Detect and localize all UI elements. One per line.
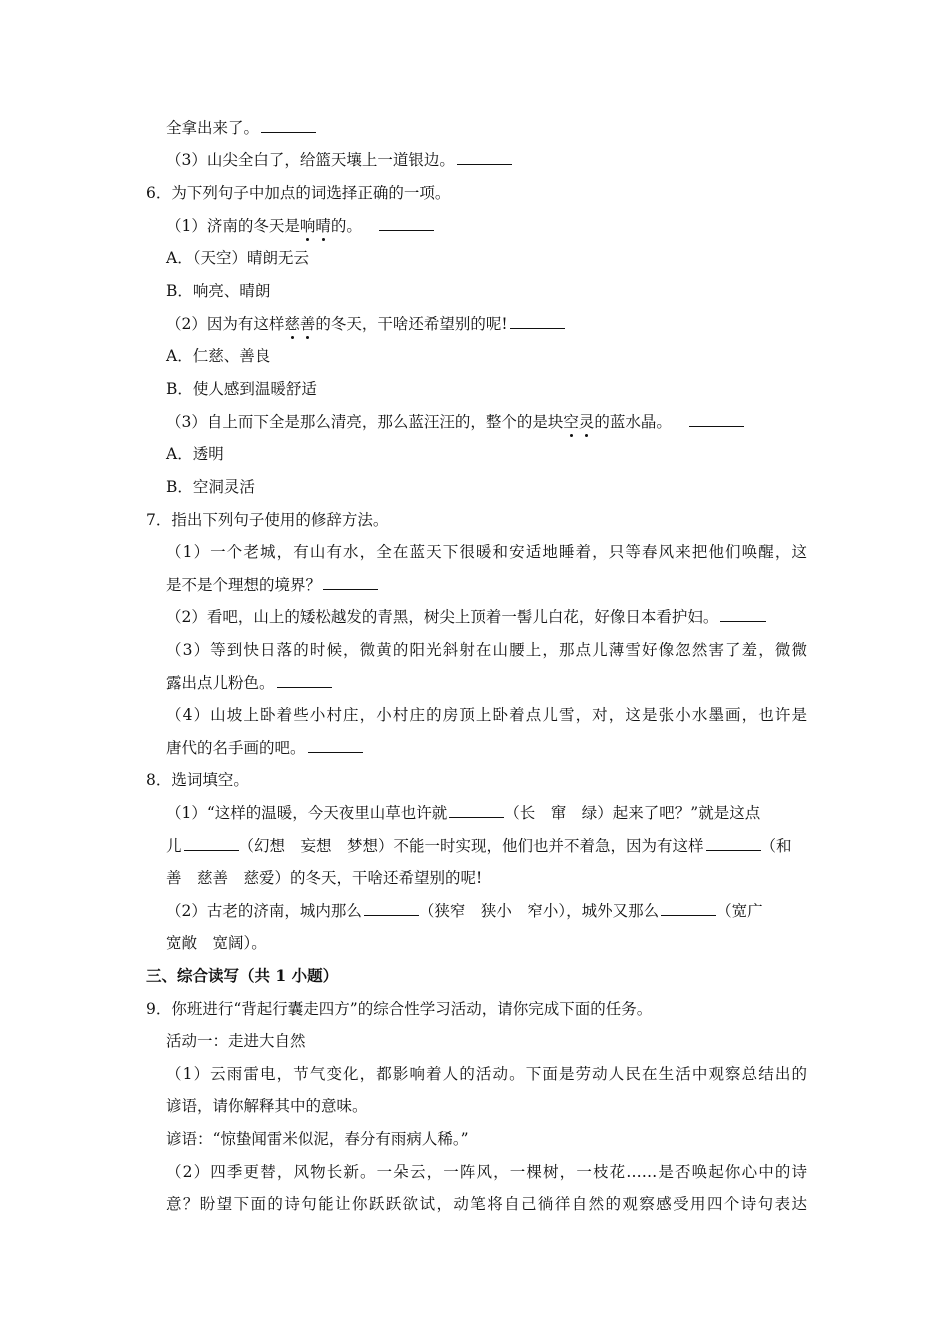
q6-item3: （3）自上而下全是那么清亮，那么蓝汪汪的，整个的是块空灵的蓝水晶。 — [166, 412, 744, 432]
dotted-word-char: 慈 — [284, 315, 300, 333]
q9-item2-line1: （2）四季更替，风物长新。一朵云，一阵风，一棵树，一枝花……是否唤起你心中的诗 — [166, 1163, 807, 1181]
q6-item3-option-a: A．透明 — [166, 445, 224, 463]
q7-item3-line1: （3）等到快日落的时候，微黄的阳光斜射在山腰上，那点儿薄雪好像忽然害了羞，微微 — [166, 641, 807, 659]
answer-blank[interactable] — [510, 314, 565, 329]
section-3-heading: 三、综合读写（共 1 小题） — [146, 966, 339, 985]
q6-item3-option-b: B．空洞灵活 — [166, 478, 255, 496]
q6-heading: 6．为下列句子中加点的词选择正确的一项。 — [146, 184, 451, 202]
q7-item4-line1: （4）山坡上卧着些小村庄，小村庄的房顶上卧着点儿雪，对，这是张小水墨画，也许是 — [166, 706, 807, 724]
q7-item3-line2: 露出点儿粉色。 — [166, 673, 332, 693]
answer-blank[interactable] — [661, 901, 716, 916]
dotted-word-char: 晴 — [315, 217, 331, 235]
q6-item2-option-a: A．仁慈、善良 — [166, 347, 271, 365]
answer-blank[interactable] — [277, 673, 332, 688]
answer-blank[interactable] — [261, 118, 316, 133]
q6-item1-option-b: B．响亮、晴朗 — [166, 282, 271, 300]
q9-activity1: 活动一：走进大自然 — [166, 1032, 306, 1050]
q6-item1: （1）济南的冬天是响晴的。 — [166, 216, 434, 236]
q9-proverb: 谚语：“惊蛰闻雷米似泥，春分有雨病人稀。” — [166, 1130, 469, 1148]
q7-item4-line2: 唐代的名手画的吧。 — [166, 738, 363, 758]
q9-item1-line1: （1）云雨雷电，节气变化，都影响着人的活动。下面是劳动人民在生活中观察总结出的 — [166, 1065, 807, 1083]
q8-line4: （2）古老的济南，城内那么 （狭窄 狭小 窄小），城外又那么 （宽广 — [166, 902, 763, 920]
answer-blank[interactable] — [308, 738, 363, 753]
q7-heading: 7．指出下列句子使用的修辞方法。 — [146, 511, 389, 529]
answer-blank[interactable] — [689, 412, 744, 427]
q8-line3: 善 慈善 慈爱）的冬天，干啥还希望别的呢! — [166, 869, 483, 887]
q6-item2-option-b: B．使人感到温暖舒适 — [166, 380, 317, 398]
answer-blank[interactable] — [184, 836, 239, 851]
q5-line2-tail: 全拿出来了。 — [166, 118, 316, 138]
q8-heading: 8．选词填空。 — [146, 771, 249, 789]
q5-item3: （3）山尖全白了，给篮天壤上一道银边。 — [166, 150, 512, 170]
q9-item1-line2: 谚语，请你解释其中的意味。 — [166, 1097, 368, 1115]
dotted-word-char: 空 — [563, 413, 579, 431]
q9-item2-line2: 意？盼望下面的诗句能让你跃跃欲试，动笔将自己徜徉自然的观察感受用四个诗句表达 — [166, 1195, 807, 1213]
answer-blank[interactable] — [449, 803, 504, 818]
answer-blank[interactable] — [379, 216, 434, 231]
dotted-word-char: 响 — [299, 217, 316, 235]
answer-blank[interactable] — [706, 836, 761, 851]
q6-item2: （2）因为有这样慈善的冬天，干啥还希望别的呢! — [166, 314, 565, 334]
q8-line5: 宽敞 宽阔）。 — [166, 934, 267, 952]
answer-blank[interactable] — [364, 901, 419, 916]
q7-item1-line2: 是不是个理想的境界？ — [166, 575, 378, 595]
q7-item2: （2）看吧，山上的矮松越发的青黑，树尖上顶着一髻儿白花，好像日本看护妇。 — [166, 607, 766, 627]
dotted-word-char: 灵 — [578, 413, 595, 431]
q6-item1-option-a: A．（天空）晴朗无云 — [166, 249, 309, 267]
answer-blank[interactable] — [323, 575, 378, 590]
answer-blank[interactable] — [457, 150, 512, 165]
q9-heading: 9．你班进行“背起行囊走四方”的综合性学习活动，请你完成下面的任务。 — [146, 1000, 653, 1018]
answer-blank[interactable] — [720, 607, 766, 622]
q8-line1: （1）“这样的温暖，今天夜里山草也许就 （长 窜 绿）起来了吧？”就是这点 — [166, 804, 761, 822]
q7-item1-line1: （1）一个老城，有山有水，全在蓝天下很暖和安适地睡着，只等春风来把他们唤醒，这 — [166, 543, 807, 561]
q8-line2: 儿 （幻想 妄想 梦想）不能一时实现，他们也并不着急，因为有这样 （和 — [166, 837, 792, 855]
dotted-word-char: 善 — [299, 315, 316, 333]
